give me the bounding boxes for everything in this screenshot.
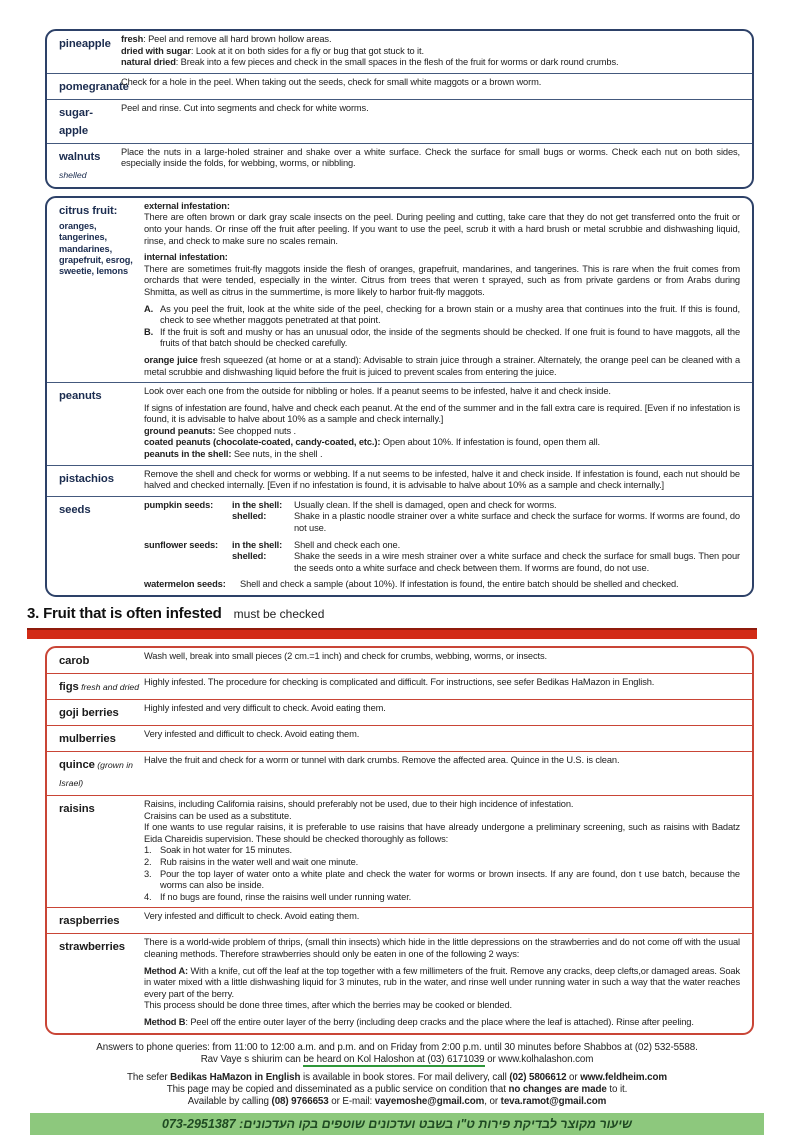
paragraph — [144, 799, 740, 811]
paragraph — [144, 1017, 740, 1029]
fruit-name-qualifier: fresh and dried — [78, 682, 140, 692]
fruit-name-qualifier: shelled — [59, 169, 87, 180]
section-table-clean-fruits — [45, 29, 754, 189]
text-segment: (02) 5806612 — [509, 1071, 567, 1083]
fruit-name: strawberries — [59, 941, 125, 954]
instructions-cell — [121, 34, 742, 69]
seed-instructions-text — [240, 579, 740, 591]
text-segment: Raisins, including California raisins, should preferably not be used, due to their high incidence of infestation. — [144, 799, 574, 809]
text-segment: or www.kolhalashon.com — [484, 1053, 594, 1065]
text-segment: to it. — [606, 1083, 628, 1095]
list-item — [144, 857, 740, 869]
table-row-sugar-apple — [47, 99, 752, 143]
fruit-name-cell — [47, 937, 144, 955]
text-segment: Check for a hole in the peel. When taking out the seeds, check for small white maggots or a brown worm. — [121, 76, 542, 87]
table-row-goji-berries — [47, 699, 752, 725]
text-segment: internal infestation: — [144, 252, 228, 263]
list-item — [144, 869, 740, 892]
instructions-cell — [121, 77, 742, 89]
text-segment: Place the nuts in a large-holed strainer and shake over a white surface. Check the surface for small bugs or worms. Check each nut on both sides, especially inside the folds, for webbing, worms, or nibbling. — [121, 146, 740, 169]
seed-type-label: sunflower seeds: — [144, 539, 219, 550]
section-3-title: 3. Fruit that is often infested — [27, 605, 222, 622]
fruit-name: mulberries — [59, 733, 116, 745]
text-segment: Answers to phone queries: from 11:00 to 12:00 a.m. and p.m. and on Friday from 2:00 p.m. until 30 minutes before Shabbos at (02) 532-5588. — [96, 1041, 698, 1053]
list-marker: 4. — [144, 891, 152, 902]
hebrew-hotline-banner — [30, 1113, 764, 1135]
fruit-name-cell — [47, 386, 144, 404]
text-segment: Available by calling — [187, 1095, 272, 1107]
fruit-name-cell — [47, 651, 144, 669]
text-segment: peanuts in the shell: — [144, 449, 232, 460]
instructions-cell — [144, 937, 742, 1028]
table-row-strawberries — [47, 933, 752, 1032]
table-row-citrus-fruit — [47, 198, 752, 382]
text-segment: fresh squeezed (at home or at a stand): Advisable to strain juice through a strainer. Alternately, the orange peel can be cleaned with a metal scrubbie and dishwashing liquid before the fruit is juiced to prevent scales from entering the juice. — [144, 354, 740, 377]
list-item — [144, 327, 740, 350]
seed-row — [144, 500, 740, 512]
text-segment: Remove the shell and check for worms or webbing. If a nut seems to be infested, halve it and check inside. If infestation is found, each nut should be halved and checked internally. [Even if no infestation is found, it is advisable to halve about 10% as a sample and check internally.] — [144, 468, 740, 491]
seed-type-label: watermelon seeds: — [144, 579, 226, 590]
text-segment: This page may be copied and disseminated as a public service on condition that — [166, 1083, 509, 1095]
list-marker: 1. — [144, 845, 152, 856]
instructions-cell — [144, 201, 742, 378]
seed-form-label: in the shell: — [232, 499, 283, 510]
list-item — [144, 892, 740, 904]
fruit-name: sugar-apple — [59, 106, 93, 137]
instructions-cell — [144, 386, 742, 461]
instructions-cell — [144, 703, 742, 715]
paragraph — [144, 677, 740, 689]
paragraph — [144, 1000, 740, 1012]
seed-instructions-text — [294, 551, 740, 574]
paragraph — [144, 212, 740, 247]
text-segment: Pour the top layer of water onto a white plate and check the water for worms or brown insects. If any are found, don t use batch, because the worms can also be inside. — [160, 868, 740, 891]
text-segment: Wash well, break into small pieces (2 cm.=1 inch) and check for crumbs, webbing, worms, or insects. — [144, 651, 547, 661]
section-3-header — [27, 605, 794, 623]
text-segment: vayemoshe@gmail.com — [374, 1095, 485, 1107]
paragraph — [144, 264, 740, 299]
text-segment: Rub raisins in the water well and wait one minute. — [160, 856, 359, 867]
text-segment: Shake in a plastic noodle strainer over a white surface and check the surface for worms. If worms are found, do not use. — [294, 511, 740, 534]
table-row-seeds — [47, 496, 752, 595]
fruit-name-cell — [47, 201, 144, 278]
red-divider-bar — [27, 628, 757, 639]
footer-contact-info — [0, 1042, 794, 1108]
text-segment: Shell and check each one. — [294, 539, 401, 550]
text-segment: Shake the seeds in a wire mesh strainer over a white surface and check the surface for small bugs. Then pour the seeds onto a white surface and check between them. If worms are found, do not use. — [294, 551, 740, 573]
table-row-walnuts — [47, 143, 752, 187]
paragraph — [121, 46, 740, 58]
text-segment: With a knife, cut off the leaf at the top together with a few millimeters of the fruit. Remove any cracks, deep clefts,or damaged areas. Soak in water mixed with a little dishwashing liquid for 3 minutes, rub in the water, and rinse well under running water in such a way that the water reaches every part of the berry. — [144, 965, 740, 999]
seed-type-label — [144, 511, 232, 534]
table-row-figs — [47, 673, 752, 699]
paragraph — [144, 703, 740, 715]
text-segment: be heard on Kol Haloshon at (03) 6171039 — [303, 1053, 485, 1065]
seed-row — [144, 511, 740, 534]
text-segment: ground peanuts: — [144, 425, 216, 436]
fruit-name-cell — [47, 103, 121, 139]
text-segment: The sefer — [127, 1071, 171, 1083]
text-segment: Halve the fruit and check for a worm or tunnel with dark crumbs. Remove the affected area. Quince in the U.S. is clean. — [144, 755, 620, 765]
text-segment: Craisins can be used as a substitute. — [144, 810, 292, 821]
text-segment: (08) 9766653 — [271, 1095, 329, 1107]
text-segment: : Peel and remove all hard brown hollow areas. — [143, 34, 332, 44]
text-segment: is available in book stores. For mail delivery, call — [300, 1071, 510, 1083]
instructions-cell — [144, 651, 742, 663]
list-item-text — [160, 857, 740, 869]
fruit-name-cell — [47, 77, 129, 95]
fruit-name-cell — [47, 703, 144, 721]
fruit-name: quince — [59, 759, 95, 771]
text-segment: Very infested and difficult to check. Avoid eating them. — [144, 729, 360, 739]
footer-line — [0, 1084, 794, 1096]
seed-row — [144, 540, 740, 552]
text-segment: no changes are made — [508, 1083, 607, 1095]
paragraph — [144, 386, 740, 398]
instructions-cell — [144, 755, 742, 767]
fruit-name-cell — [47, 755, 144, 791]
paragraph — [144, 426, 740, 438]
seed-instructions-text — [294, 511, 740, 534]
text-segment: Open about 10%. If infestation is found, open them all. — [380, 437, 600, 448]
footer-line — [0, 1072, 794, 1084]
instructions-cell — [121, 147, 742, 170]
text-segment: If the fruit is soft and mushy or has an unusual odor, the inside of the segments should be checked. If one fruit is found to have maggots, all the fruits of that batch should be checked carefully. — [160, 326, 740, 349]
paragraph — [144, 449, 740, 461]
list-marker: A. — [144, 303, 154, 314]
list-item-text — [160, 327, 740, 350]
text-segment: Look over each one from the outside for nibbling or holes. If a peanut seems to be infested, halve it and check inside. — [144, 386, 611, 397]
text-segment: www.feldheim.com — [580, 1071, 667, 1083]
fruit-name-cell — [47, 677, 144, 695]
fruit-name-qualifier: (grown in Israel) — [59, 760, 133, 788]
text-segment: If one wants to use regular raisins, it is preferable to use raisins that have already undergone a preliminary screening, such as raisins with Badatz Eida Chareidis supervision. These should be checked thoroughly as follows: — [144, 822, 740, 844]
paragraph — [144, 755, 740, 767]
table-row-mulberries — [47, 725, 752, 751]
text-segment: Rav Vaye s shiurim can — [200, 1053, 304, 1065]
footer-line — [0, 1096, 794, 1108]
text-segment: Usually clean. If the shell is damaged, open and check for worms. — [294, 499, 557, 510]
section-table-citrus-nuts-seeds — [45, 196, 754, 597]
fruit-name-varieties: oranges, tangerines, mandarines, grapefruit, esrog, sweetie, lemons — [59, 220, 133, 277]
seed-type-label: pumpkin seeds: — [144, 499, 214, 510]
text-segment: See nuts, in the shell . — [231, 449, 323, 460]
seed-form-label: in the shell: — [232, 539, 283, 550]
seed-type-label — [144, 551, 232, 574]
text-segment: coated peanuts (chocolate-coated, candy-coated, etc.): — [144, 437, 381, 448]
fruit-name: pineapple — [59, 38, 111, 50]
fruit-name-cell — [47, 147, 121, 183]
fruit-name: goji berries — [59, 707, 119, 719]
list-item-text — [160, 892, 740, 904]
fruit-name: citrus fruit: — [59, 204, 118, 217]
table-row-peanuts — [47, 382, 752, 465]
paragraph — [144, 729, 740, 741]
instructions-cell — [144, 729, 742, 741]
seed-instructions-text — [294, 540, 740, 552]
paragraph — [144, 966, 740, 1001]
text-segment: There is a world-wide problem of thrips, (small thin insects) which hide in the little depressions on the strawberries and do not come off with the usual cleaning methods. Therefore strawberries should only be eaten in one of the following 2 ways: — [144, 937, 740, 959]
instructions-cell — [144, 677, 742, 689]
list-item — [144, 845, 740, 857]
text-segment: See chopped nuts . — [215, 425, 296, 436]
table-row-quince — [47, 751, 752, 795]
fruit-name: carob — [59, 655, 90, 667]
text-segment: Bedikas HaMazon in English — [170, 1071, 301, 1083]
section-3-subtitle: must be checked — [233, 607, 325, 621]
instructions-cell — [144, 500, 742, 591]
text-segment: Very infested and difficult to check. Avoid eating them. — [144, 911, 360, 922]
paragraph — [144, 469, 740, 492]
instructions-cell — [144, 911, 742, 923]
list-item — [144, 304, 740, 327]
text-segment: : Break into a few pieces and check in the small spaces in the flesh of the fruit for worms or dark round crumbs. — [175, 57, 619, 68]
paragraph — [144, 355, 740, 378]
footer-line — [0, 1054, 794, 1066]
paragraph — [144, 651, 740, 663]
seed-form-label: shelled: — [232, 551, 267, 562]
fruit-name-cell — [47, 469, 144, 487]
text-segment: Method A: — [144, 965, 189, 976]
paragraph — [144, 811, 740, 823]
paragraph — [144, 252, 740, 264]
text-segment: Soak in hot water for 15 minutes. — [160, 845, 292, 856]
list-marker: 2. — [144, 856, 152, 867]
fruit-name-cell — [47, 34, 121, 52]
text-segment: natural dried — [121, 57, 176, 68]
text-segment: , or — [484, 1095, 501, 1107]
table-row-carob — [47, 648, 752, 673]
text-segment: If signs of infestation are found, halve and check each peanut. At the end of the summer and in the fall extra care is required. [Even if no infestation is found, it is advisable to halve about 10% as a sample and check internally.] — [144, 402, 740, 425]
seed-form-label: shelled: — [232, 511, 267, 522]
text-segment: or E-mail: — [328, 1095, 375, 1107]
fruit-name: seeds — [59, 503, 91, 516]
table-row-raspberries — [47, 907, 752, 933]
text-segment: This process should be done three times, after which the berries may be cooked or blended. — [144, 1000, 512, 1011]
fruit-name: pistachios — [59, 472, 114, 485]
hebrew-hotline-text: שיעור מקוצר לבדיקת פירות ט"ו בשבט ועדכונים שוטפים בקו העדכונים: 073-2951387 — [162, 1116, 632, 1131]
seed-instructions-text — [294, 500, 740, 512]
text-segment: As you peel the fruit, look at the white side of the peel, checking for a brown stain or a mushy area that continues into the fruit. If this is found, check to see whether maggots penetrated at that point. — [160, 303, 740, 326]
text-segment: dried with sugar — [121, 45, 191, 56]
list-item-text — [160, 304, 740, 327]
text-segment: If no bugs are found, rinse the raisins well under running water. — [160, 891, 412, 902]
seed-row — [144, 579, 740, 591]
instructions-cell — [121, 103, 742, 115]
text-segment: : Look at it on both sides for a fly or bug that got stuck to it. — [190, 45, 424, 56]
fruit-name-cell — [47, 500, 144, 518]
text-segment: Highly infested. The procedure for checking is complicated and difficult. For instructions, see sefer Bedikas HaMazon in English. — [144, 677, 655, 687]
table-row-pineapple — [47, 31, 752, 73]
fruit-name: pomegranate — [59, 80, 129, 93]
text-segment: Peel and rinse. Cut into segments and check for white worms. — [121, 102, 369, 113]
text-segment: : Peel off the entire outer layer of the berry (including deep cracks and the place where the leaf is attached). Rinse after peeling. — [185, 1016, 694, 1027]
table-row-raisins — [47, 795, 752, 907]
fruit-name-cell — [47, 911, 144, 929]
text-segment: Method B — [144, 1016, 186, 1027]
text-segment: orange juice — [144, 354, 198, 365]
paragraph — [144, 201, 740, 213]
fruit-name: raspberries — [59, 915, 120, 928]
paragraph — [144, 937, 740, 960]
list-marker: B. — [144, 326, 154, 337]
paragraph — [144, 437, 740, 449]
paragraph — [121, 147, 740, 170]
paragraph — [144, 822, 740, 845]
fruit-name: peanuts — [59, 390, 102, 403]
list-item-text — [160, 869, 740, 892]
text-segment: or — [566, 1071, 581, 1083]
paragraph — [144, 403, 740, 426]
instructions-cell — [144, 799, 742, 903]
paragraph — [121, 57, 740, 69]
footer-line — [0, 1042, 794, 1054]
table-row-pomegranate — [47, 73, 752, 99]
text-segment: teva.ramot@gmail.com — [500, 1095, 607, 1107]
table-row-pistachios — [47, 465, 752, 496]
text-segment: Highly infested and very difficult to check. Avoid eating them. — [144, 703, 386, 713]
paragraph — [121, 77, 740, 89]
fruit-name: raisins — [59, 803, 95, 815]
list-item-text — [160, 845, 740, 857]
text-segment: There are sometimes fruit-fly maggots inside the flesh of oranges, grapefruit, mandarines, and tangerines. This is rare when the fruit comes from orchards that were tended, especially in the winter. Citrus from trees that weren t sprayed, such as from private gardens or from Arabs during Shmitta, as well as citrus in the summertime, is more likely to harbor fruit-fly maggots. — [144, 263, 740, 297]
text-segment: Shell and check a sample (about 10%). If infestation is found, the entire batch should be shelled and checked. — [240, 579, 679, 590]
paragraph — [121, 34, 740, 46]
fruit-name-cell — [47, 729, 144, 747]
section-3-table-infested-fruits — [45, 646, 754, 1035]
paragraph — [121, 103, 740, 115]
fruit-name-cell — [47, 799, 144, 817]
seed-row — [144, 551, 740, 574]
paragraph — [144, 911, 740, 923]
text-segment: fresh — [121, 34, 144, 44]
instructions-cell — [144, 469, 742, 492]
fruit-name: figs — [59, 681, 79, 693]
fruit-name: walnuts — [59, 150, 101, 163]
text-segment: external infestation: — [144, 200, 230, 211]
text-segment: There are often brown or dark gray scale insects on the peel. During peeling and cutting, take care that they do not get transferred onto the fruit or onto your hands. Or rinse off the fruit after peeling. If you want to use the peel, scrub it with a hard brush or metal scrubbie and dishwashing liquid, rinse, and check to make sure no scales remain. — [144, 212, 740, 246]
list-marker: 3. — [144, 868, 152, 879]
